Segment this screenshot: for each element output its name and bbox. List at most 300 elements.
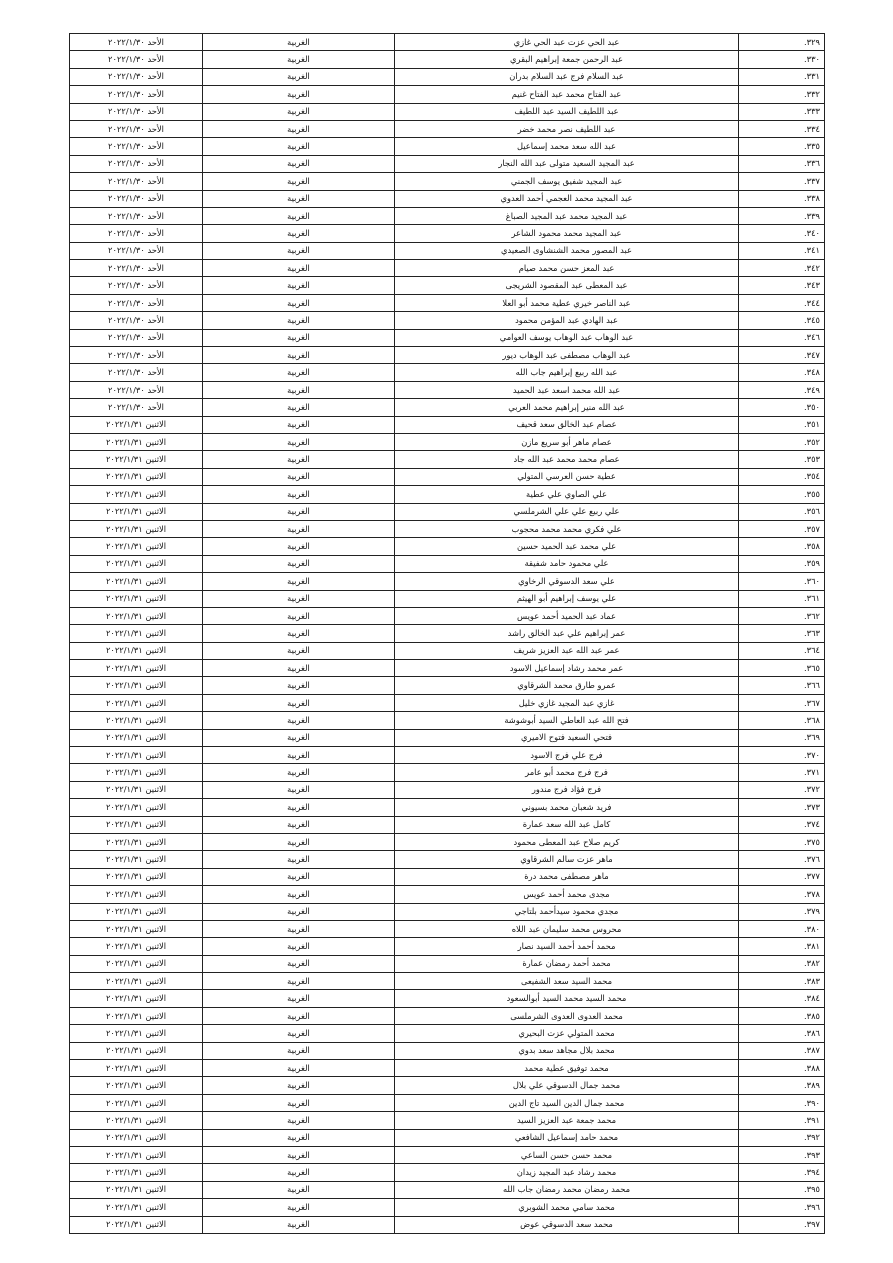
table-row xyxy=(70,1216,825,1233)
date-cell: الأحد ٢٠٢٢/١/٣٠ xyxy=(70,381,203,398)
table-row xyxy=(70,399,825,416)
row-number-cell: ٣٥٧. xyxy=(739,520,825,537)
date-cell: الأحد ٢٠٢٢/١/٣٠ xyxy=(70,364,203,381)
name-cell: محمد حامد إسماعيل الشافعي xyxy=(395,1129,739,1146)
governorate-cell: الغربية xyxy=(203,294,395,311)
table-row xyxy=(70,155,825,172)
name-cell: علي فكري محمد محمد محجوب xyxy=(395,520,739,537)
governorate-cell: الغربية xyxy=(203,990,395,1007)
name-cell: علي ربيع علي علي الشرملسي xyxy=(395,503,739,520)
name-cell: عمرو طارق محمد الشرقاوي xyxy=(395,677,739,694)
date-cell: الأحد ٢٠٢٢/١/٣٠ xyxy=(70,68,203,85)
governorate-cell: الغربية xyxy=(203,851,395,868)
governorate-cell: الغربية xyxy=(203,920,395,937)
table-row xyxy=(70,920,825,937)
name-cell: عبد اللطيف السيد عبد اللطيف xyxy=(395,103,739,120)
date-cell: الاثنين ٢٠٢٢/١/٣١ xyxy=(70,555,203,572)
date-cell: الاثنين ٢٠٢٢/١/٣١ xyxy=(70,660,203,677)
governorate-cell: الغربية xyxy=(203,503,395,520)
governorate-cell: الغربية xyxy=(203,399,395,416)
row-number-cell: ٣٦٦. xyxy=(739,677,825,694)
table-row xyxy=(70,1007,825,1024)
governorate-cell: الغربية xyxy=(203,764,395,781)
row-number-cell: ٣٧٠. xyxy=(739,747,825,764)
date-cell: الاثنين ٢٠٢٢/١/٣١ xyxy=(70,1181,203,1198)
date-cell: الاثنين ٢٠٢٢/١/٣١ xyxy=(70,729,203,746)
date-cell: الأحد ٢٠٢٢/١/٣٠ xyxy=(70,86,203,103)
name-cell: عماد عبد الحميد أحمد عويس xyxy=(395,607,739,624)
row-number-cell: ٣٨٠. xyxy=(739,920,825,937)
row-number-cell: ٣٣٧. xyxy=(739,173,825,190)
table-row xyxy=(70,294,825,311)
name-cell: عبد الناصر خيري عطية محمد أبو العلا xyxy=(395,294,739,311)
table-row xyxy=(70,51,825,68)
governorate-cell: الغربية xyxy=(203,538,395,555)
name-cell: مجدي محمود سيدأحمد بلتاجي xyxy=(395,903,739,920)
row-number-cell: ٣٦١. xyxy=(739,590,825,607)
row-number-cell: ٣٢٩. xyxy=(739,34,825,51)
table-row xyxy=(70,468,825,485)
row-number-cell: ٣٦٤. xyxy=(739,642,825,659)
name-cell: علي محمد عبد الحميد حسين xyxy=(395,538,739,555)
date-cell: الأحد ٢٠٢٢/١/٣٠ xyxy=(70,294,203,311)
table-row xyxy=(70,747,825,764)
name-cell: محروس محمد سليمان عبد اللاه xyxy=(395,920,739,937)
table-row xyxy=(70,729,825,746)
governorate-cell: الغربية xyxy=(203,1181,395,1198)
row-number-cell: ٣٩٢. xyxy=(739,1129,825,1146)
date-cell: الأحد ٢٠٢٢/١/٣٠ xyxy=(70,155,203,172)
table-row xyxy=(70,190,825,207)
name-cell: عبد الحي عزت عبد الحي غازي xyxy=(395,34,739,51)
table-row xyxy=(70,68,825,85)
table-body xyxy=(70,34,825,1234)
governorate-cell: الغربية xyxy=(203,642,395,659)
table-row xyxy=(70,555,825,572)
name-cell: فرج علي فرج الاسود xyxy=(395,747,739,764)
row-number-cell: ٣٣١. xyxy=(739,68,825,85)
name-cell: عصام ماهر أبو سريع مازن xyxy=(395,433,739,450)
name-cell: محمد سامي محمد الشوبري xyxy=(395,1199,739,1216)
table-row xyxy=(70,816,825,833)
row-number-cell: ٣٧٢. xyxy=(739,781,825,798)
row-number-cell: ٣٩٧. xyxy=(739,1216,825,1233)
date-cell: الاثنين ٢٠٢٢/١/٣١ xyxy=(70,694,203,711)
row-number-cell: ٣٨٩. xyxy=(739,1077,825,1094)
table-row xyxy=(70,1147,825,1164)
row-number-cell: ٣٤٢. xyxy=(739,260,825,277)
governorate-cell: الغربية xyxy=(203,347,395,364)
governorate-cell: الغربية xyxy=(203,1042,395,1059)
governorate-cell: الغربية xyxy=(203,364,395,381)
row-number-cell: ٣٧٤. xyxy=(739,816,825,833)
date-cell: الاثنين ٢٠٢٢/١/٣١ xyxy=(70,799,203,816)
date-cell: الاثنين ٢٠٢٢/١/٣١ xyxy=(70,1077,203,1094)
governorate-cell: الغربية xyxy=(203,277,395,294)
table-row xyxy=(70,677,825,694)
row-number-cell: ٣٨٦. xyxy=(739,1025,825,1042)
table-row xyxy=(70,103,825,120)
row-number-cell: ٣٣٩. xyxy=(739,207,825,224)
name-cell: عبد المصور محمد الشنشاوى الصعيدي xyxy=(395,242,739,259)
date-cell: الاثنين ٢٠٢٢/١/٣١ xyxy=(70,538,203,555)
table-row xyxy=(70,990,825,1007)
name-cell: عبد المعطى عبد المقصود الشريجى xyxy=(395,277,739,294)
name-cell: علي يوسف إبراهيم أبو الهيثم xyxy=(395,590,739,607)
date-cell: الأحد ٢٠٢٢/١/٣٠ xyxy=(70,138,203,155)
governorate-cell: الغربية xyxy=(203,607,395,624)
name-cell: عمر إبراهيم علي عبد الخالق راشد xyxy=(395,625,739,642)
row-number-cell: ٣٤٥. xyxy=(739,312,825,329)
row-number-cell: ٣٤٨. xyxy=(739,364,825,381)
table-row xyxy=(70,1094,825,1111)
date-cell: الاثنين ٢٠٢٢/١/٣١ xyxy=(70,1060,203,1077)
governorate-cell: الغربية xyxy=(203,225,395,242)
row-number-cell: ٣٤٣. xyxy=(739,277,825,294)
row-number-cell: ٣٣٢. xyxy=(739,86,825,103)
row-number-cell: ٣٦٠. xyxy=(739,573,825,590)
governorate-cell: الغربية xyxy=(203,242,395,259)
date-cell: الاثنين ٢٠٢٢/١/٣١ xyxy=(70,712,203,729)
row-number-cell: ٣٦٩. xyxy=(739,729,825,746)
name-cell: عطية حسن العرسي المتولي xyxy=(395,468,739,485)
row-number-cell: ٣٩٠. xyxy=(739,1094,825,1111)
governorate-cell: الغربية xyxy=(203,468,395,485)
date-cell: الاثنين ٢٠٢٢/١/٣١ xyxy=(70,868,203,885)
name-cell: محمد العدوى العدوى الشرملسى xyxy=(395,1007,739,1024)
table-row xyxy=(70,416,825,433)
name-cell: محمد السيد محمد السيد أبوالسعود xyxy=(395,990,739,1007)
governorate-cell: الغربية xyxy=(203,955,395,972)
table-row xyxy=(70,868,825,885)
row-number-cell: ٣٤٦. xyxy=(739,329,825,346)
date-cell: الأحد ٢٠٢٢/١/٣٠ xyxy=(70,34,203,51)
name-cell: محمد توفيق عطية محمد xyxy=(395,1060,739,1077)
name-cell: عبد المعز حسن محمد صيام xyxy=(395,260,739,277)
name-cell: عبد الوهاب عبد الوهاب يوسف العوامي xyxy=(395,329,739,346)
governorate-cell: الغربية xyxy=(203,833,395,850)
name-cell: غازي عبد المجيد غازي خليل xyxy=(395,694,739,711)
name-cell: فريد شعبان محمد بسيوني xyxy=(395,799,739,816)
row-number-cell: ٣٧٧. xyxy=(739,868,825,885)
governorate-cell: الغربية xyxy=(203,381,395,398)
name-cell: محمد حسن حسن الساعي xyxy=(395,1147,739,1164)
name-cell: علي سعد الدسوقي الرخاوي xyxy=(395,573,739,590)
table-row xyxy=(70,451,825,468)
name-cell: محمد رمضان محمد رمضان جاب الله xyxy=(395,1181,739,1198)
table-row xyxy=(70,1025,825,1042)
governorate-cell: الغربية xyxy=(203,1216,395,1233)
governorate-cell: الغربية xyxy=(203,1112,395,1129)
date-cell: الاثنين ٢٠٢٢/١/٣١ xyxy=(70,886,203,903)
governorate-cell: الغربية xyxy=(203,973,395,990)
table-row xyxy=(70,120,825,137)
row-number-cell: ٣٨٣. xyxy=(739,973,825,990)
row-number-cell: ٣٦٥. xyxy=(739,660,825,677)
date-cell: الاثنين ٢٠٢٢/١/٣١ xyxy=(70,416,203,433)
governorate-cell: الغربية xyxy=(203,816,395,833)
governorate-cell: الغربية xyxy=(203,486,395,503)
date-cell: الاثنين ٢٠٢٢/١/٣١ xyxy=(70,833,203,850)
table-row xyxy=(70,312,825,329)
date-cell: الأحد ٢٠٢٢/١/٣٠ xyxy=(70,277,203,294)
table-row xyxy=(70,938,825,955)
date-cell: الاثنين ٢٠٢٢/١/٣١ xyxy=(70,938,203,955)
date-cell: الأحد ٢٠٢٢/١/٣٠ xyxy=(70,51,203,68)
table-row xyxy=(70,329,825,346)
governorate-cell: الغربية xyxy=(203,590,395,607)
governorate-cell: الغربية xyxy=(203,190,395,207)
table-row xyxy=(70,660,825,677)
date-cell: الاثنين ٢٠٢٢/١/٣١ xyxy=(70,451,203,468)
governorate-cell: الغربية xyxy=(203,781,395,798)
table-row xyxy=(70,86,825,103)
date-cell: الاثنين ٢٠٢٢/١/٣١ xyxy=(70,990,203,1007)
name-cell: محمد سعد الدسوقي عوض xyxy=(395,1216,739,1233)
name-cell: فرج فؤاد فرج مندور xyxy=(395,781,739,798)
row-number-cell: ٣٧٥. xyxy=(739,833,825,850)
row-number-cell: ٣٣٦. xyxy=(739,155,825,172)
table-row xyxy=(70,573,825,590)
governorate-cell: الغربية xyxy=(203,625,395,642)
row-number-cell: ٣٥٥. xyxy=(739,486,825,503)
name-cell: فتحي السعيد فتوح الاميري xyxy=(395,729,739,746)
row-number-cell: ٣٣٣. xyxy=(739,103,825,120)
table-row xyxy=(70,1199,825,1216)
table-row xyxy=(70,1164,825,1181)
name-cell: محمد جمعة عبد العزيز السيد xyxy=(395,1112,739,1129)
date-cell: الاثنين ٢٠٢٢/١/٣١ xyxy=(70,677,203,694)
row-number-cell: ٣٥٤. xyxy=(739,468,825,485)
date-cell: الأحد ٢٠٢٢/١/٣٠ xyxy=(70,207,203,224)
governorate-cell: الغربية xyxy=(203,433,395,450)
table-row xyxy=(70,1077,825,1094)
date-cell: الأحد ٢٠٢٢/١/٣٠ xyxy=(70,399,203,416)
governorate-cell: الغربية xyxy=(203,1025,395,1042)
date-cell: الاثنين ٢٠٢٢/١/٣١ xyxy=(70,1129,203,1146)
governorate-cell: الغربية xyxy=(203,1007,395,1024)
date-cell: الاثنين ٢٠٢٢/١/٣١ xyxy=(70,625,203,642)
row-number-cell: ٣٨٥. xyxy=(739,1007,825,1024)
date-cell: الأحد ٢٠٢٢/١/٣٠ xyxy=(70,173,203,190)
date-cell: الأحد ٢٠٢٢/١/٣٠ xyxy=(70,347,203,364)
date-cell: الاثنين ٢٠٢٢/١/٣١ xyxy=(70,955,203,972)
date-cell: الاثنين ٢٠٢٢/١/٣١ xyxy=(70,642,203,659)
table-row xyxy=(70,590,825,607)
table-row xyxy=(70,694,825,711)
date-cell: الاثنين ٢٠٢٢/١/٣١ xyxy=(70,1199,203,1216)
governorate-cell: الغربية xyxy=(203,1129,395,1146)
date-cell: الاثنين ٢٠٢٢/١/٣١ xyxy=(70,816,203,833)
date-cell: الاثنين ٢٠٢٢/١/٣١ xyxy=(70,764,203,781)
name-cell: عبد الله ربيع إبراهيم جاب الله xyxy=(395,364,739,381)
table-row xyxy=(70,851,825,868)
name-cell: عبد المجيد محمد العجمي أحمد العدوي xyxy=(395,190,739,207)
date-cell: الاثنين ٢٠٢٢/١/٣١ xyxy=(70,1025,203,1042)
date-cell: الاثنين ٢٠٢٢/١/٣١ xyxy=(70,747,203,764)
attendance-table xyxy=(69,33,825,1234)
governorate-cell: الغربية xyxy=(203,329,395,346)
date-cell: الاثنين ٢٠٢٢/١/٣١ xyxy=(70,1147,203,1164)
row-number-cell: ٣٨٢. xyxy=(739,955,825,972)
table-row xyxy=(70,207,825,224)
row-number-cell: ٣٧١. xyxy=(739,764,825,781)
date-cell: الاثنين ٢٠٢٢/١/٣١ xyxy=(70,1042,203,1059)
governorate-cell: الغربية xyxy=(203,1147,395,1164)
table-row xyxy=(70,173,825,190)
table-row xyxy=(70,260,825,277)
name-cell: علي الصاوي علي عطية xyxy=(395,486,739,503)
table-row xyxy=(70,1042,825,1059)
table-row xyxy=(70,538,825,555)
table-row xyxy=(70,886,825,903)
date-cell: الاثنين ٢٠٢٢/١/٣١ xyxy=(70,1112,203,1129)
table-row xyxy=(70,138,825,155)
row-number-cell: ٣٦٢. xyxy=(739,607,825,624)
date-cell: الأحد ٢٠٢٢/١/٣٠ xyxy=(70,260,203,277)
name-cell: كريم صلاح عبد المعطى محمود xyxy=(395,833,739,850)
name-cell: كامل عبد الله سعد عمارة xyxy=(395,816,739,833)
governorate-cell: الغربية xyxy=(203,520,395,537)
row-number-cell: ٣٨٧. xyxy=(739,1042,825,1059)
governorate-cell: الغربية xyxy=(203,155,395,172)
row-number-cell: ٣٣٥. xyxy=(739,138,825,155)
governorate-cell: الغربية xyxy=(203,886,395,903)
name-cell: مجدى محمد أحمد عويس xyxy=(395,886,739,903)
row-number-cell: ٣٣٠. xyxy=(739,51,825,68)
governorate-cell: الغربية xyxy=(203,712,395,729)
row-number-cell: ٣٧٨. xyxy=(739,886,825,903)
governorate-cell: الغربية xyxy=(203,694,395,711)
row-number-cell: ٣٤٠. xyxy=(739,225,825,242)
date-cell: الاثنين ٢٠٢٢/١/٣١ xyxy=(70,973,203,990)
name-cell: عمر عبد الله عبد العزيز شريف xyxy=(395,642,739,659)
table-row xyxy=(70,381,825,398)
governorate-cell: الغربية xyxy=(203,903,395,920)
governorate-cell: الغربية xyxy=(203,1199,395,1216)
date-cell: الاثنين ٢٠٢٢/١/٣١ xyxy=(70,607,203,624)
table-row xyxy=(70,833,825,850)
row-number-cell: ٣٤١. xyxy=(739,242,825,259)
table-row xyxy=(70,242,825,259)
governorate-cell: الغربية xyxy=(203,1094,395,1111)
date-cell: الاثنين ٢٠٢٢/١/٣١ xyxy=(70,573,203,590)
row-number-cell: ٣٩٦. xyxy=(739,1199,825,1216)
name-cell: محمد جمال الدين السيد تاج الدين xyxy=(395,1094,739,1111)
name-cell: عبد الرحمن جمعة إبراهيم البقري xyxy=(395,51,739,68)
governorate-cell: الغربية xyxy=(203,555,395,572)
date-cell: الأحد ٢٠٢٢/١/٣٠ xyxy=(70,225,203,242)
table-row xyxy=(70,781,825,798)
governorate-cell: الغربية xyxy=(203,173,395,190)
table-row xyxy=(70,364,825,381)
date-cell: الأحد ٢٠٢٢/١/٣٠ xyxy=(70,120,203,137)
date-cell: الأحد ٢٠٢٢/١/٣٠ xyxy=(70,329,203,346)
row-number-cell: ٣٥٣. xyxy=(739,451,825,468)
name-cell: عبد اللطيف نصر محمد خضر xyxy=(395,120,739,137)
name-cell: عصام عبد الخالق سعد قحيف xyxy=(395,416,739,433)
table-row xyxy=(70,520,825,537)
governorate-cell: الغربية xyxy=(203,747,395,764)
governorate-cell: الغربية xyxy=(203,51,395,68)
row-number-cell: ٣٥٦. xyxy=(739,503,825,520)
date-cell: الأحد ٢٠٢٢/١/٣٠ xyxy=(70,242,203,259)
row-number-cell: ٣٤٩. xyxy=(739,381,825,398)
governorate-cell: الغربية xyxy=(203,677,395,694)
governorate-cell: الغربية xyxy=(203,799,395,816)
name-cell: عبد الهادي عبد المؤمن محمود xyxy=(395,312,739,329)
table-row xyxy=(70,347,825,364)
governorate-cell: الغربية xyxy=(203,729,395,746)
table-row xyxy=(70,625,825,642)
name-cell: محمد جمال الدسوقي علي بلال xyxy=(395,1077,739,1094)
governorate-cell: الغربية xyxy=(203,138,395,155)
date-cell: الاثنين ٢٠٢٢/١/٣١ xyxy=(70,1164,203,1181)
governorate-cell: الغربية xyxy=(203,1060,395,1077)
date-cell: الاثنين ٢٠٢٢/١/٣١ xyxy=(70,503,203,520)
governorate-cell: الغربية xyxy=(203,573,395,590)
table-row xyxy=(70,712,825,729)
name-cell: محمد بلال مجاهد سعد بدوي xyxy=(395,1042,739,1059)
table-row xyxy=(70,973,825,990)
name-cell: ماهر مصطفى محمد درة xyxy=(395,868,739,885)
table-row xyxy=(70,1129,825,1146)
row-number-cell: ٣٧٣. xyxy=(739,799,825,816)
row-number-cell: ٣٩٣. xyxy=(739,1147,825,1164)
row-number-cell: ٣٥٢. xyxy=(739,433,825,450)
row-number-cell: ٣٨٤. xyxy=(739,990,825,1007)
governorate-cell: الغربية xyxy=(203,312,395,329)
row-number-cell: ٣٣٨. xyxy=(739,190,825,207)
governorate-cell: الغربية xyxy=(203,207,395,224)
table-row xyxy=(70,642,825,659)
table-row xyxy=(70,1112,825,1129)
table-row xyxy=(70,34,825,51)
row-number-cell: ٣٨٨. xyxy=(739,1060,825,1077)
name-cell: فتح الله عبد العاطي السيد أبوشوشة xyxy=(395,712,739,729)
table-row xyxy=(70,764,825,781)
table-row xyxy=(70,799,825,816)
name-cell: عمر محمد رشاد إسماعيل الاسود xyxy=(395,660,739,677)
name-cell: عبد الله منير إبراهيم محمد العربي xyxy=(395,399,739,416)
date-cell: الاثنين ٢٠٢٢/١/٣١ xyxy=(70,903,203,920)
table-row xyxy=(70,433,825,450)
name-cell: محمد السيد سعد الشفيعى xyxy=(395,973,739,990)
date-cell: الاثنين ٢٠٢٢/١/٣١ xyxy=(70,1216,203,1233)
governorate-cell: الغربية xyxy=(203,451,395,468)
table-row xyxy=(70,903,825,920)
governorate-cell: الغربية xyxy=(203,120,395,137)
name-cell: عبد السلام فرج عبد السلام بدران xyxy=(395,68,739,85)
governorate-cell: الغربية xyxy=(203,868,395,885)
governorate-cell: الغربية xyxy=(203,34,395,51)
name-cell: علي محمود حامد شفيقة xyxy=(395,555,739,572)
governorate-cell: الغربية xyxy=(203,1077,395,1094)
name-cell: عبد المجيد شفيق يوسف الجمني xyxy=(395,173,739,190)
row-number-cell: ٣٥٩. xyxy=(739,555,825,572)
row-number-cell: ٣٤٤. xyxy=(739,294,825,311)
governorate-cell: الغربية xyxy=(203,660,395,677)
date-cell: الاثنين ٢٠٢٢/١/٣١ xyxy=(70,486,203,503)
date-cell: الاثنين ٢٠٢٢/١/٣١ xyxy=(70,1007,203,1024)
row-number-cell: ٣٩١. xyxy=(739,1112,825,1129)
date-cell: الاثنين ٢٠٢٢/١/٣١ xyxy=(70,851,203,868)
row-number-cell: ٣٨١. xyxy=(739,938,825,955)
name-cell: محمد المتولي عزت البحيري xyxy=(395,1025,739,1042)
governorate-cell: الغربية xyxy=(203,86,395,103)
date-cell: الأحد ٢٠٢٢/١/٣٠ xyxy=(70,190,203,207)
row-number-cell: ٣٥٠. xyxy=(739,399,825,416)
